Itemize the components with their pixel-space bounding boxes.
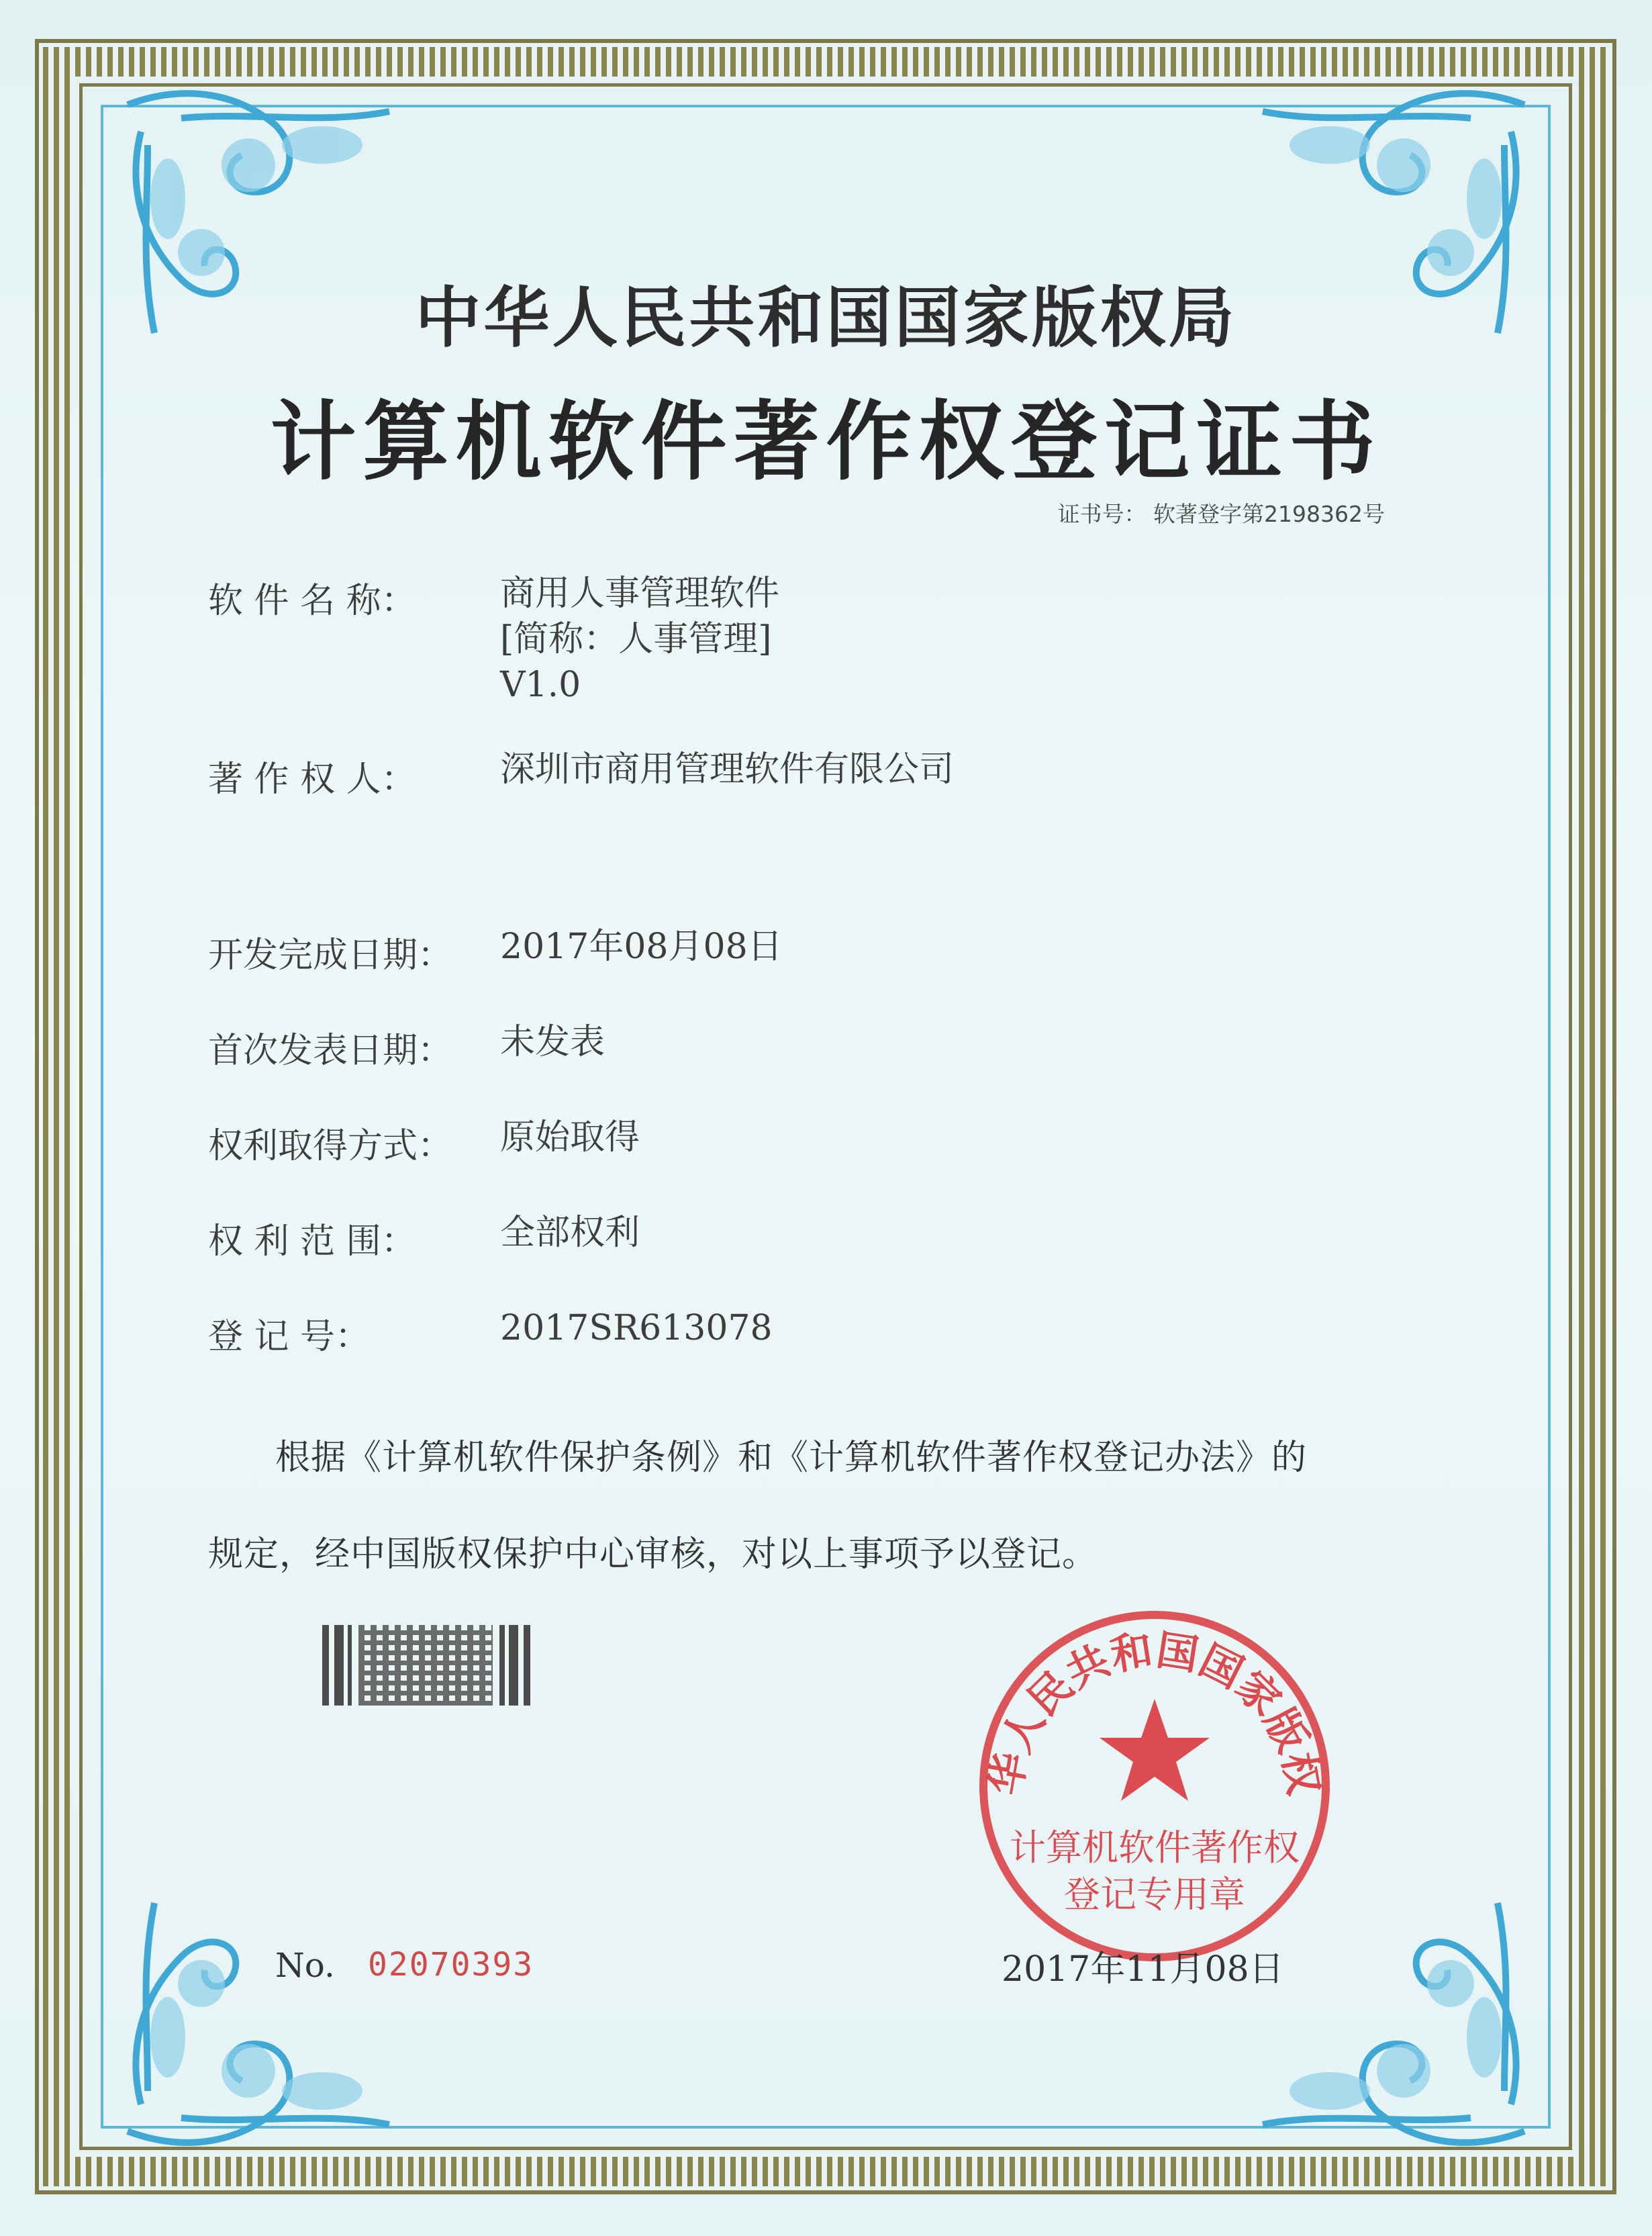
issuing-authority: 中华人民共和国国家版权局 xyxy=(415,280,1237,357)
software-short-name: [简称：人事管理] xyxy=(500,619,772,659)
seal-star-icon xyxy=(1100,1699,1210,1801)
first-publication-date-label: 首次发表日期： xyxy=(208,1031,453,1071)
rights-acquisition-value: 原始取得 xyxy=(500,1117,640,1158)
certificate-number: 证书号： 软著登字第2198362号 xyxy=(1057,501,1385,527)
seal-outer-text: 华人民共和国国家版权 xyxy=(980,1625,1329,1799)
rights-scope-label: 权 利 范 围： xyxy=(208,1221,416,1262)
seal-inner-line-2: 登记专用章 xyxy=(1064,1873,1245,1916)
official-seal xyxy=(967,1598,1343,1974)
software-name-line: 商用人事管理软件 xyxy=(500,573,780,614)
rights-acquisition-label: 权利取得方式： xyxy=(208,1126,453,1166)
statement-line-2: 规定，经中国版权保护中心审核，对以上事项予以登记。 xyxy=(208,1534,1098,1575)
seal-inner-line-1: 计算机软件著作权 xyxy=(1010,1826,1300,1869)
barcode xyxy=(322,1625,550,1706)
registration-no-value: 2017SR613078 xyxy=(500,1308,773,1348)
copyright-owner-label: 著 作 权 人： xyxy=(208,759,416,800)
software-version: V1.0 xyxy=(500,665,581,705)
certificate-title: 计算机软件著作权登记证书 xyxy=(270,392,1382,492)
software-name-value xyxy=(500,571,779,708)
issue-date: 2017年11月08日 xyxy=(1002,1949,1284,1990)
qr-pattern xyxy=(358,1625,493,1706)
rights-scope-value: 全部权利 xyxy=(500,1213,640,1253)
copyright-owner-value: 深圳市商用管理软件有限公司 xyxy=(500,749,955,790)
corner-ornament-bottom-left xyxy=(101,1890,436,2172)
software-name-label: 软 件 名 称： xyxy=(208,581,416,621)
dev-completion-date-value: 2017年08月08日 xyxy=(500,927,783,967)
registration-no-label: 登 记 号： xyxy=(208,1317,371,1357)
dev-completion-date-label: 开发完成日期： xyxy=(208,935,453,976)
serial-no-value: 02070393 xyxy=(368,1946,534,1984)
statement-line-1: 根据《计算机软件保护条例》和《计算机软件著作权登记办法》的 xyxy=(275,1438,1308,1478)
serial-no-label: No. xyxy=(275,1946,335,1985)
first-publication-date-value: 未发表 xyxy=(500,1022,605,1062)
